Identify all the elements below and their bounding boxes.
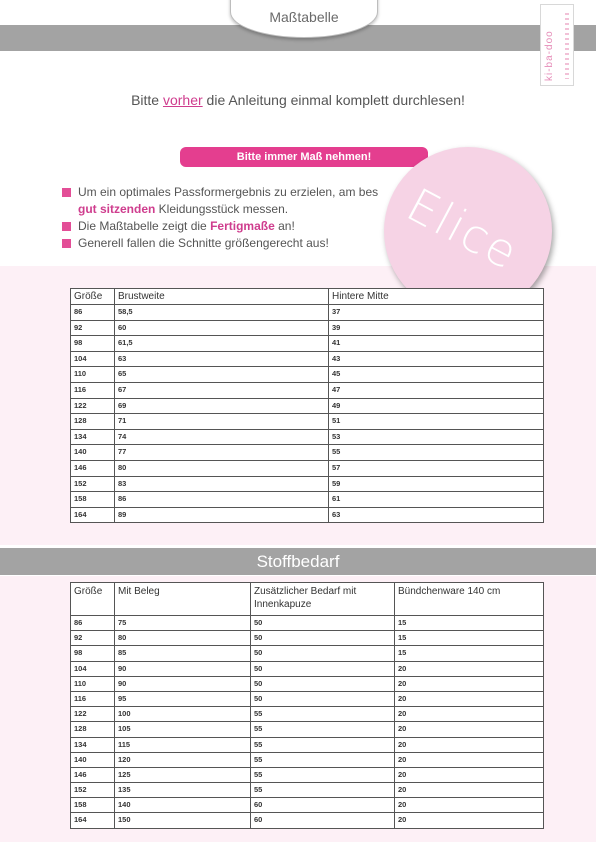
table-cell: 140 [71, 752, 115, 767]
brand-name: ki-ba-doo [544, 30, 555, 81]
table-cell: 47 [329, 382, 544, 398]
table-cell: 90 [115, 676, 251, 691]
table-cell: 152 [71, 476, 115, 492]
table-row [71, 445, 544, 461]
table-cell: 53 [329, 429, 544, 445]
table-cell: 50 [251, 676, 395, 691]
table-cell: 55 [251, 767, 395, 782]
table-cell: 20 [395, 661, 544, 676]
table-cell: 15 [395, 631, 544, 646]
intro-prefix: Bitte [131, 92, 163, 108]
table-cell: 150 [115, 813, 251, 828]
table-cell: 134 [71, 737, 115, 752]
intro-suffix: die Anleitung einmal komplett durchlesen! [202, 92, 465, 108]
table-row [71, 661, 544, 676]
header-size: Größe [71, 583, 115, 616]
tips-list [62, 184, 422, 252]
table-cell: 158 [71, 798, 115, 813]
table-row [71, 707, 544, 722]
table-row [71, 507, 544, 523]
table-row [71, 492, 544, 508]
table-cell: 20 [395, 783, 544, 798]
tip-text: Um ein optimales Passformergebnis zu erzielen, am bes [78, 185, 379, 199]
table-row [71, 305, 544, 321]
table-cell: 49 [329, 398, 544, 414]
table-cell: 140 [71, 445, 115, 461]
table-cell: 45 [329, 367, 544, 383]
table-cell: 110 [71, 367, 115, 383]
table-cell: 152 [71, 783, 115, 798]
table-cell: 60 [251, 798, 395, 813]
table-cell: 55 [251, 752, 395, 767]
table-cell: 116 [71, 691, 115, 706]
table-cell: 100 [115, 707, 251, 722]
table-cell: 122 [71, 398, 115, 414]
table-row [71, 382, 544, 398]
table-row [71, 429, 544, 445]
table-cell: 83 [115, 476, 329, 492]
table-cell: 92 [71, 631, 115, 646]
table-cell: 20 [395, 752, 544, 767]
table-cell: 50 [251, 691, 395, 706]
table-cell: 86 [115, 492, 329, 508]
table-cell: 120 [115, 752, 251, 767]
table-cell: 164 [71, 507, 115, 523]
table-cell: 98 [71, 336, 115, 352]
tip-item [62, 235, 422, 252]
table-cell: 55 [251, 737, 395, 752]
table-row [71, 336, 544, 352]
table-cell: 95 [115, 691, 251, 706]
tip-text: an! [274, 219, 295, 233]
table-row [71, 320, 544, 336]
table-cell: 43 [329, 351, 544, 367]
pattern-name: Elice [398, 177, 528, 281]
table-cell: 57 [329, 460, 544, 476]
tip-highlight: Fertigmaße [210, 219, 275, 233]
table-cell: 140 [115, 798, 251, 813]
table-cell: 20 [395, 737, 544, 752]
size-table-header [71, 289, 544, 305]
table-cell: 104 [71, 661, 115, 676]
tip-text: Die Maßtabelle zeigt die [78, 219, 211, 233]
table-row [71, 767, 544, 782]
table-cell: 63 [329, 507, 544, 523]
table-row [71, 476, 544, 492]
table-cell: 55 [251, 722, 395, 737]
table-row [71, 783, 544, 798]
brand-dots [565, 13, 569, 79]
table-row [71, 737, 544, 752]
header-with-facing: Mit Beleg [115, 583, 251, 616]
table-cell: 55 [329, 445, 544, 461]
header-size: Größe [71, 289, 115, 305]
table-row [71, 722, 544, 737]
table-cell: 61,5 [115, 336, 329, 352]
table-cell: 58,5 [115, 305, 329, 321]
table-cell: 86 [71, 616, 115, 631]
table-cell: 134 [71, 429, 115, 445]
table-row [71, 752, 544, 767]
table-cell: 164 [71, 813, 115, 828]
table-row [71, 351, 544, 367]
fabric-table [70, 582, 544, 829]
table-cell: 20 [395, 813, 544, 828]
table-cell: 122 [71, 707, 115, 722]
table-row [71, 646, 544, 661]
table-cell: 77 [115, 445, 329, 461]
table-cell: 89 [115, 507, 329, 523]
table-cell: 105 [115, 722, 251, 737]
table-cell: 55 [251, 783, 395, 798]
table-cell: 146 [71, 460, 115, 476]
table-cell: 55 [251, 707, 395, 722]
table-cell: 158 [71, 492, 115, 508]
table-cell: 80 [115, 631, 251, 646]
table-cell: 135 [115, 783, 251, 798]
table-cell: 115 [115, 737, 251, 752]
table-cell: 15 [395, 616, 544, 631]
header-extra-hood: Zusätzlicher Bedarf mit Innenkapuze [251, 583, 395, 616]
table-cell: 20 [395, 707, 544, 722]
table-cell: 50 [251, 646, 395, 661]
table-cell: 128 [71, 722, 115, 737]
table-cell: 61 [329, 492, 544, 508]
table-cell: 116 [71, 382, 115, 398]
table-row [71, 367, 544, 383]
table-cell: 128 [71, 414, 115, 430]
table-cell: 20 [395, 676, 544, 691]
header-chest: Brustweite [115, 289, 329, 305]
table-cell: 98 [71, 646, 115, 661]
table-cell: 110 [71, 676, 115, 691]
tip-highlight: gut sitzenden [78, 202, 156, 216]
table-row [71, 691, 544, 706]
size-table [70, 288, 544, 523]
table-cell: 125 [115, 767, 251, 782]
table-cell: 20 [395, 767, 544, 782]
table-cell: 60 [251, 813, 395, 828]
table-cell: 90 [115, 661, 251, 676]
table-cell: 20 [395, 722, 544, 737]
table-cell: 41 [329, 336, 544, 352]
table-cell: 104 [71, 351, 115, 367]
table-cell: 59 [329, 476, 544, 492]
table-row [71, 676, 544, 691]
table-row [71, 460, 544, 476]
table-row [71, 616, 544, 631]
table-cell: 75 [115, 616, 251, 631]
table-cell: 50 [251, 616, 395, 631]
table-cell: 37 [329, 305, 544, 321]
table-cell: 69 [115, 398, 329, 414]
table-cell: 80 [115, 460, 329, 476]
page-title: Maßtabelle [269, 9, 339, 25]
table-cell: 85 [115, 646, 251, 661]
table-row [71, 813, 544, 828]
table-row [71, 414, 544, 430]
table-cell: 74 [115, 429, 329, 445]
tip-item-continued [62, 201, 422, 218]
header-cuff-fabric: Bündchenware 140 cm [395, 583, 544, 616]
table-row [71, 798, 544, 813]
intro-highlight: vorher [162, 92, 203, 108]
table-cell: 63 [115, 351, 329, 367]
tip-item [62, 184, 422, 201]
table-cell: 20 [395, 798, 544, 813]
table-cell: 92 [71, 320, 115, 336]
tip-text: Generell fallen die Schnitte größengerecht aus! [78, 236, 329, 250]
table-cell: 50 [251, 631, 395, 646]
brand-logo [540, 4, 574, 86]
fabric-table-header [71, 583, 544, 616]
table-cell: 15 [395, 646, 544, 661]
table-cell: 146 [71, 767, 115, 782]
tip-item [62, 218, 422, 235]
table-cell: 71 [115, 414, 329, 430]
intro-text [0, 92, 596, 108]
table-row [71, 631, 544, 646]
table-cell: 39 [329, 320, 544, 336]
table-cell: 65 [115, 367, 329, 383]
fabric-section-title: Stoffbedarf [0, 548, 596, 575]
table-cell: 67 [115, 382, 329, 398]
tip-text: Kleidungsstück messen. [155, 202, 289, 216]
header-back-center: Hintere Mitte [329, 289, 544, 305]
table-cell: 86 [71, 305, 115, 321]
measure-banner: Bitte immer Maß nehmen! [180, 147, 428, 167]
table-row [71, 398, 544, 414]
table-cell: 60 [115, 320, 329, 336]
table-cell: 20 [395, 691, 544, 706]
table-cell: 51 [329, 414, 544, 430]
table-cell: 50 [251, 661, 395, 676]
